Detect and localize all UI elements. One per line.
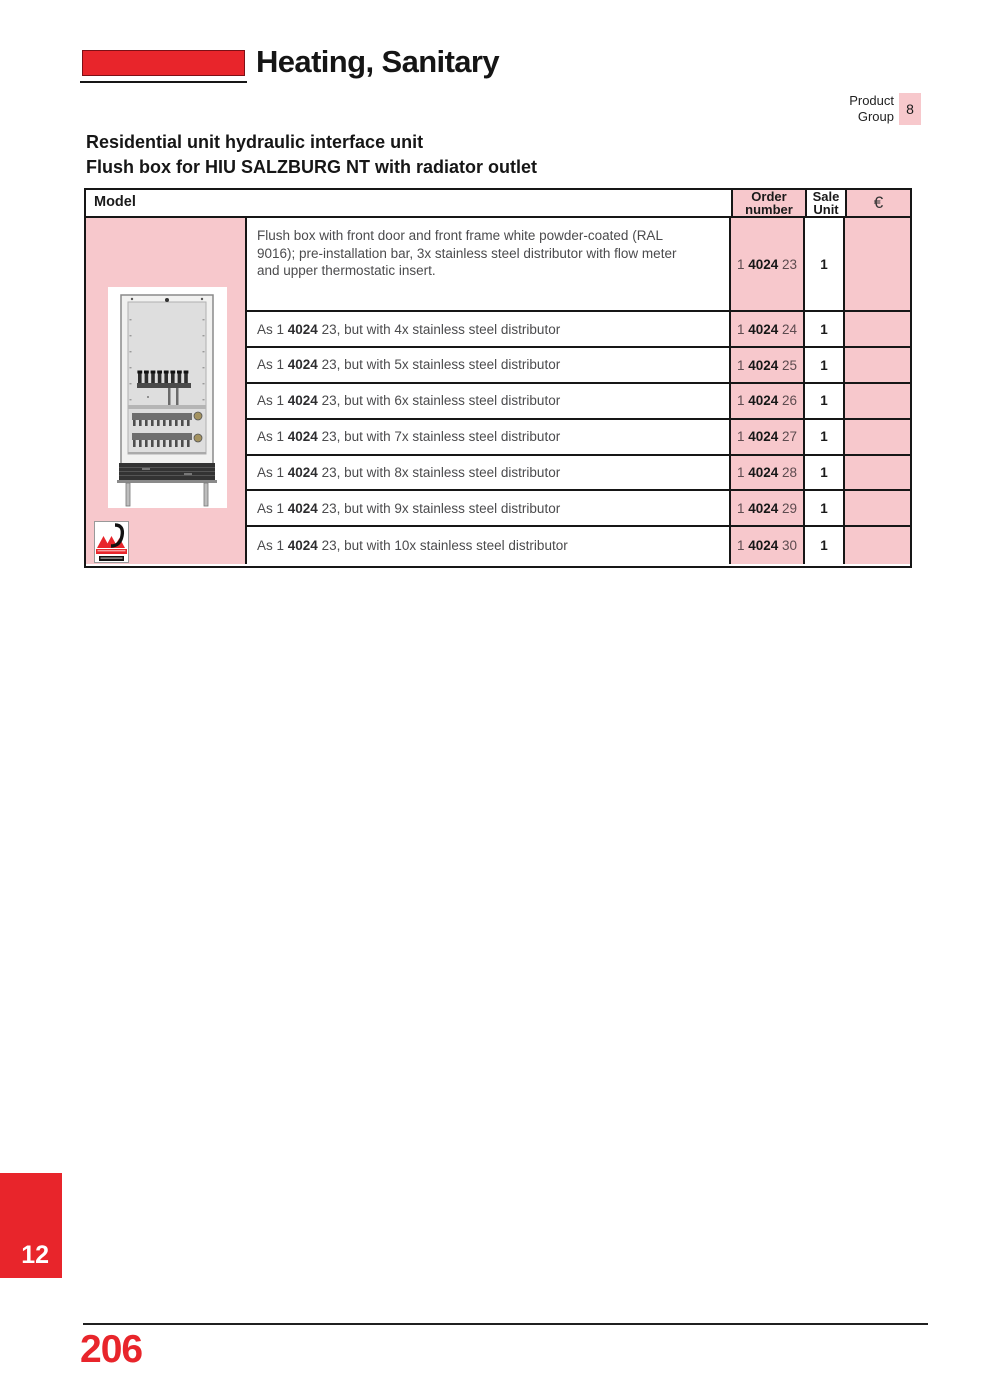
description-cell: As 1 4024 23, but with 7x stainless steel distributor — [247, 420, 729, 454]
table-body — [86, 218, 910, 564]
sale-unit-cell: 1 — [803, 384, 843, 418]
table-row — [247, 348, 910, 384]
sale-unit-cell: 1 — [803, 312, 843, 346]
product-title-line2: Flush box for HIU SALZBURG NT with radiator outlet — [86, 157, 537, 177]
order-number-cell: 1 4024 26 — [729, 384, 803, 418]
order-number-cell: 1 4024 29 — [729, 491, 803, 525]
table-row — [247, 420, 910, 456]
description-cell: As 1 4024 23, but with 5x stainless steel distributor — [247, 348, 729, 382]
sale-unit-cell: 1 — [803, 218, 843, 310]
table-row — [247, 456, 910, 492]
sale-unit-cell: 1 — [803, 491, 843, 525]
description-cell — [247, 218, 729, 310]
table-row — [247, 491, 910, 527]
order-number-cell: 1 4024 30 — [729, 527, 803, 564]
chapter-tab-number: 12 — [21, 1241, 49, 1269]
column-header-model: Model — [86, 190, 731, 216]
table-row — [247, 312, 910, 348]
description-cell: As 1 4024 23, but with 8x stainless steel distributor — [247, 456, 729, 490]
description-text: Flush box with front door and front frame white powder-coated (RAL 9016); pre-installation bar, 3x stainless steel distributor with flow meter and upper thermostatic insert. — [257, 228, 681, 278]
description-cell: As 1 4024 23, but with 10x stainless steel distributor — [247, 527, 729, 564]
product-table — [84, 188, 912, 568]
product-title-line1: Residential unit hydraulic interface unit — [86, 132, 424, 152]
table-rows — [247, 218, 910, 564]
product-group-label — [810, 93, 894, 124]
column-header-order-number: Order number — [731, 190, 805, 216]
sale-unit-cell: 1 — [803, 348, 843, 382]
footer-rule — [83, 1323, 928, 1325]
section-title: Heating, Sanitary — [256, 44, 500, 79]
order-number-cell: 1 4024 23 — [729, 218, 803, 310]
price-cell — [843, 312, 910, 346]
order-number-cell: 1 4024 27 — [729, 420, 803, 454]
certification-logo — [94, 521, 129, 563]
column-header-sale-unit: Sale Unit — [805, 190, 845, 216]
certification-logo-icon — [94, 521, 129, 563]
order-number-cell: 1 4024 25 — [729, 348, 803, 382]
order-number-cell: 1 4024 24 — [729, 312, 803, 346]
price-cell — [843, 456, 910, 490]
page-number: 206 — [80, 1328, 143, 1371]
sale-unit-cell: 1 — [803, 456, 843, 490]
product-group-number-badge: 8 — [899, 93, 921, 125]
price-cell — [843, 384, 910, 418]
price-cell — [843, 348, 910, 382]
table-row — [247, 384, 910, 420]
table-row — [247, 218, 910, 312]
price-cell — [843, 420, 910, 454]
table-header-row — [86, 190, 910, 218]
product-photo-flush-box — [108, 287, 227, 508]
sale-unit-cell: 1 — [803, 420, 843, 454]
price-cell — [843, 218, 910, 310]
product-group-label-line1: Product — [849, 93, 894, 108]
chapter-tab — [0, 1173, 62, 1278]
price-cell — [843, 491, 910, 525]
description-cell: As 1 4024 23, but with 9x stainless steel distributor — [247, 491, 729, 525]
price-cell — [843, 527, 910, 564]
table-row — [247, 527, 910, 564]
sale-unit-cell: 1 — [803, 527, 843, 564]
model-image-cell — [86, 218, 247, 564]
section-bar-underline — [80, 81, 247, 83]
description-cell: As 1 4024 23, but with 6x stainless steel distributor — [247, 384, 729, 418]
column-header-currency: € — [845, 190, 910, 216]
description-cell: As 1 4024 23, but with 4x stainless steel distributor — [247, 312, 729, 346]
product-group-label-line2: Group — [857, 108, 894, 124]
section-color-bar — [82, 50, 245, 76]
order-number-cell: 1 4024 28 — [729, 456, 803, 490]
flush-box-illustration — [108, 287, 227, 508]
